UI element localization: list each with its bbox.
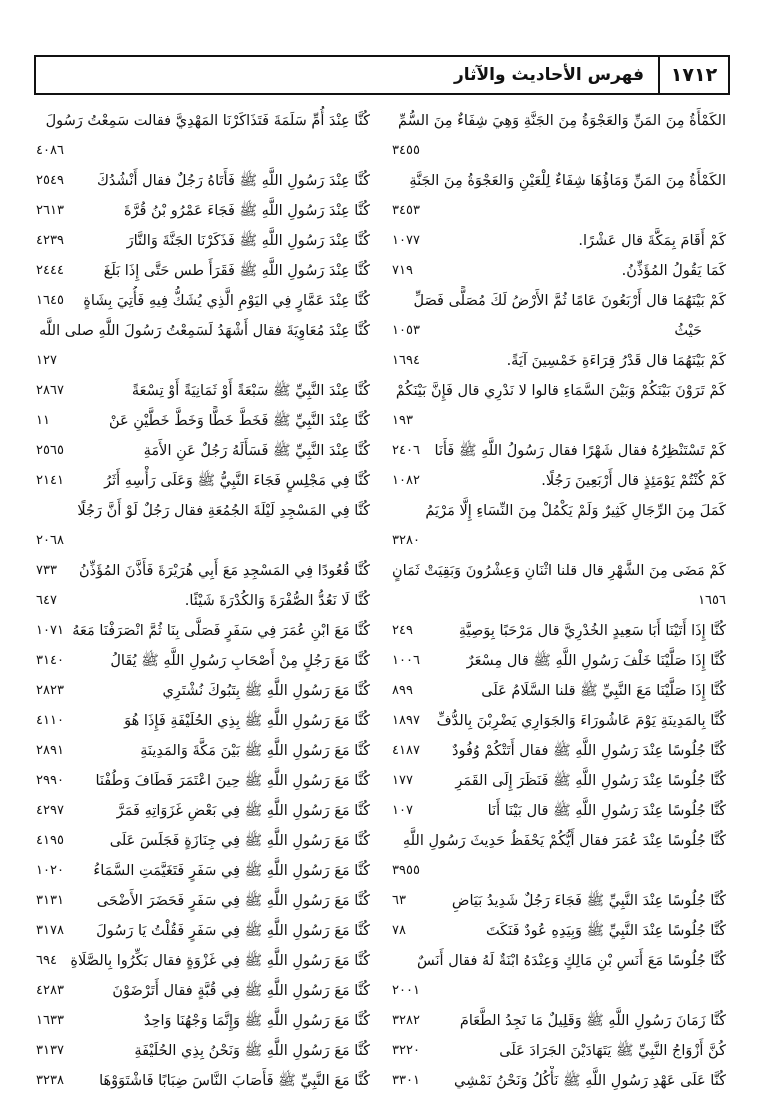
hadith-number: ٧١٩ — [392, 263, 413, 278]
hadith-text: كُنَّا مَعَ رَسُولِ اللَّهِ ﷺ بِذِي الحُلَيْفَةِ فَإِذَا هُوَ — [124, 713, 370, 729]
hadith-text: كَمْ أَقَامَ بِمَكَّةَ قال عَشْرًا. — [578, 233, 726, 249]
hadith-text: كُنَّا جُلُوسًا عِنْدَ رَسُولِ اللَّهِ ﷺ فَنَظَرَ إِلَى القَمَرِ — [455, 773, 726, 789]
hadith-number: ٢٠٦٨ — [36, 533, 64, 548]
hadith-text: كُنَّا عِنْدَ رَسُولِ اللَّهِ ﷺ فَأَتَاهُ رَجُلٌ فقال أَنْشُدُكَ — [96, 173, 370, 189]
hadith-text: كَمَا يَقُولُ المُؤَذِّنُ. — [621, 263, 726, 279]
index-entry — [392, 1036, 726, 1066]
hadith-text: كُنَّا إِذَا صَلَّيْنَا خَلْفَ رَسُولِ اللَّهِ ﷺ قال مِسْعَرٌ — [466, 653, 726, 669]
hadith-number: ٢١٤١ — [36, 473, 64, 488]
hadith-number: ٣١٧٨ — [36, 923, 64, 938]
hadith-text: كُنَّا مَعَ رَسُولِ اللَّهِ ﷺ فِي سَفَرٍ فَقُلْتُ يَا رَسُولَ — [96, 923, 370, 939]
hadith-text: كُنَّا مَعَ رَسُولِ اللَّهِ ﷺ فِي غَزْوَةٍ فقال بَكِّرُوا بِالصَّلَاةِ — [70, 953, 370, 969]
hadith-text: كُنَّا مَعَ رَسُولِ اللَّهِ ﷺ وَنَحْنُ بِذِي الحُلَيْفَةِ — [134, 1043, 370, 1059]
hadith-text: كُنَّا عِنْدَ النَّبِيِّ ﷺ سَبْعَةً أَوْ ثَمَانِيَةً أَوْ تِسْعَةً — [131, 383, 370, 399]
hadith-text: كُنَّا عِنْدَ عَمَّارٍ فِي اليَوْمِ الَّذِي يُشَكُّ فِيهِ فَأُتِيَ بِشَاةٍ — [83, 293, 370, 309]
hadith-number: ٢٠٠١ — [392, 983, 420, 998]
hadith-number: ١٠٧١ — [36, 623, 64, 638]
hadith-text: كُنَّا عِنْدَ رَسُولِ اللَّهِ ﷺ فَقَرَأَ طس حَتَّى إِذَا بَلَغَ — [103, 263, 370, 279]
page-title: فهرس الأحاديث والآثار — [453, 65, 644, 85]
hadith-number: ٣٤٥٥ — [392, 143, 420, 158]
hadith-number: ١٠٠٦ — [392, 653, 420, 668]
index-entry — [392, 886, 726, 916]
hadith-text: كُنَّا عِنْدَ النَّبِيِّ ﷺ فَخَطَّ خَطًّا وَخَطَّ خَطَّيْنِ عَنْ — [108, 413, 370, 429]
hadith-text: كُنَّا قُعُودًا فِي المَسْجِدِ مَعَ أَبِي هُرَيْرَةَ فَأَذَّنَ المُؤَذِّنُ — [78, 563, 370, 579]
index-entry — [392, 1066, 726, 1096]
hadith-number: ١٩٣ — [392, 413, 413, 428]
hadith-number: ٢٩٩٠ — [36, 773, 64, 788]
index-entry — [392, 466, 726, 496]
hadith-text: كُنَّا جُلُوسًا عِنْدَ النَّبِيِّ ﷺ فَجَاءَ رَجُلٌ شَدِيدُ بَيَاضِ — [451, 893, 726, 909]
hadith-text: كَمْ تَسْتَنْظِرُهُ فقال شَهْرًا فقال رَسُولُ اللَّهِ ﷺ فَأَنَا — [434, 443, 726, 459]
hadith-text: الكَمْأَةُ مِنَ المَنِّ وَمَاؤُهَا شِفَاءٌ لِلْعَيْنِ وَالعَجْوَةُ مِنَ الجَنَّةِ — [409, 173, 726, 189]
hadith-number: ١٠٧٧ — [392, 233, 420, 248]
hadith-number: ٤٢٩٧ — [36, 803, 64, 818]
hadith-text: كُنَّا إِذَا صَلَّيْنَا مَعَ النَّبِيِّ ﷺ قلنا السَّلَامُ عَلَى — [481, 683, 726, 699]
hadith-text: كُنَّا لَا نَعُدُّ الصُّفْرَةَ وَالكُدْرَةَ شَيْئًا. — [184, 593, 370, 609]
index-entry — [36, 946, 370, 976]
hadith-number: ٤١٨٧ — [392, 743, 420, 758]
index-entry — [36, 826, 370, 856]
index-entry — [36, 616, 370, 646]
hadith-number: ٤٢٣٩ — [36, 233, 64, 248]
hadith-text: كُنَّا مَعَ رَسُولِ اللَّهِ ﷺ فِي قُبَّةٍ فقال أَتَرْضَوْنَ — [112, 983, 370, 999]
hadith-number: ١٨٩٧ — [392, 713, 420, 728]
index-entry — [36, 886, 370, 916]
index-entry — [392, 376, 726, 436]
hadith-number: ٢٨٩١ — [36, 743, 64, 758]
hadith-text: كُنَّا مَعَ رَسُولِ اللَّهِ ﷺ فِي جِنَازَةٍ فَجَلَسَ عَلَى — [109, 833, 370, 849]
hadith-number: ٣٤٥٣ — [392, 203, 420, 218]
hadith-text: كَمَلَ مِنَ الرِّجَالِ كَثِيرٌ وَلَمْ يَكْمُلْ مِنَ النِّسَاءِ إِلَّا مَرْيَمُ — [425, 503, 726, 519]
hadith-text: كُنَّا بِالمَدِينَةِ يَوْمَ عَاشُورَاءَ وَالجَوَارِي يَضْرِبْنَ بِالدُّفِّ — [436, 713, 726, 729]
hadith-number: ٢٥٤٩ — [36, 173, 64, 188]
hadith-text: كُنَّا مَعَ النَّبِيِّ ﷺ فَأَصَابَ النَّاسَ ضِبَابًا فَاشْتَوَوْهَا — [99, 1073, 370, 1089]
hadith-text: كُنَّا عِنْدَ مُعَاوِيَةَ فقال أَشْهَدُ لَسَمِعْتُ رَسُولَ اللَّهِ صلى اللَّه — [39, 323, 370, 339]
index-entry — [392, 826, 726, 886]
hadith-number: ١٠٥٣ — [392, 323, 420, 338]
index-entry — [36, 496, 370, 556]
hadith-text: كُنَّا جُلُوسًا عِنْدَ عُمَرَ فقال أَيُّكُمْ يَحْفَظُ حَدِيثَ رَسُولِ اللَّهِ — [402, 833, 726, 849]
hadith-number: ٣١٤٠ — [36, 653, 64, 668]
index-entry — [392, 646, 726, 676]
hadith-number: ٦٩٤ — [36, 953, 57, 968]
index-entry — [392, 496, 726, 556]
index-entry — [36, 466, 370, 496]
index-entry — [36, 166, 370, 196]
index-entry — [36, 976, 370, 1006]
hadith-number: ٣٢٣٨ — [36, 1073, 64, 1088]
hadith-number: ١١ — [36, 413, 50, 428]
hadith-text: كَمْ تَرَوْنَ بَيْنَكُمْ وَبَيْنَ السَّمَاءِ قالوا لا نَدْرِي قال فَإِنَّ بَيْنَكُمْ — [395, 383, 726, 399]
hadith-number: ٣١٣٧ — [36, 1043, 64, 1058]
hadith-number: ٤١١٠ — [36, 713, 64, 728]
index-entry — [36, 286, 370, 316]
hadith-text: كُنَّا عَلَى عَهْدِ رَسُولِ اللَّهِ ﷺ نَأْكُلُ وَنَحْنُ نَمْشِي — [454, 1073, 726, 1089]
hadith-text: كُنَّا عِنْدَ أُمِّ سَلَمَةَ فَتَذَاكَرْنَا المَهْدِيَّ فقالت سَمِعْتُ رَسُولَ — [45, 113, 370, 129]
hadith-number: ٢٤٠٦ — [392, 443, 420, 458]
hadith-number: ٣٢٢٠ — [392, 1043, 420, 1058]
index-entry — [392, 346, 726, 376]
index-entry — [36, 856, 370, 886]
index-entry — [36, 556, 370, 586]
index-entry — [392, 166, 726, 226]
index-entry — [392, 916, 726, 946]
index-entry — [36, 736, 370, 766]
index-entry — [392, 946, 726, 1006]
hadith-text: كُنَّا فِي المَسْجِدِ لَيْلَةَ الجُمُعَةِ فقال رَجُلٌ لَوْ أَنَّ رَجُلًا — [77, 503, 370, 519]
hadith-number: ٣٩٥٥ — [392, 863, 420, 878]
index-entry — [36, 406, 370, 436]
hadith-text: كَمْ بَيْنَهُمَا قال أَرْبَعُونَ عَامًا ثُمَّ الأَرْضُ لَكَ مُصَلًّى فَصَلِّ — [413, 293, 726, 309]
hadith-text: كُنَّ أَزْوَاجُ النَّبِيِّ ﷺ يَتَهَادَيْنَ الجَرَادَ عَلَى — [499, 1043, 726, 1059]
hadith-text: كُنَّا مَعَ رَجُلٍ مِنْ أَصْحَابِ رَسُولِ اللَّهِ ﷺ يُقَالُ — [110, 653, 370, 669]
hadith-number: ١٠٢٠ — [36, 863, 64, 878]
hadith-number: ١٠٨٢ — [392, 473, 420, 488]
hadith-number: ٧٨ — [392, 923, 406, 938]
index-entry — [36, 1066, 370, 1096]
index-entry — [36, 766, 370, 796]
index-entry — [36, 706, 370, 736]
page-header — [34, 55, 730, 95]
left-column — [36, 106, 370, 1096]
hadith-text: كُنَّا عِنْدَ النَّبِيِّ ﷺ فَسَأَلَهُ رَجُلٌ عَنِ الأَمَةِ — [143, 443, 370, 459]
hadith-number: ٤٢٨٣ — [36, 983, 64, 998]
index-entry — [36, 1036, 370, 1066]
index-entry — [392, 766, 726, 796]
hadith-text: كُنَّا جُلُوسًا عِنْدَ رَسُولِ اللَّهِ ﷺ فقال أَتَتْكُمْ وُفُودٌ — [452, 743, 726, 759]
index-entry — [36, 106, 370, 166]
index-entry — [36, 916, 370, 946]
index-entry — [392, 1006, 726, 1036]
hadith-number: ٢٨٢٣ — [36, 683, 64, 698]
hadith-text: كُنَّا جُلُوسًا عِنْدَ رَسُولِ اللَّهِ ﷺ قال بَيْنَا أَنَا — [487, 803, 726, 819]
index-entry — [36, 256, 370, 286]
hadith-text: كَمْ كُنْتُمْ يَوْمَئِذٍ قال أَرْبَعِينَ رَجُلًا. — [541, 473, 726, 489]
index-entry — [36, 226, 370, 256]
hadith-text: كُنَّا مَعَ ابْنِ عُمَرَ فِي سَفَرٍ فَصَلَّى بِنَا ثُمَّ انْصَرَفْنَا مَعَهُ — [72, 623, 370, 639]
hadith-number: ٤٠٨٦ — [36, 143, 64, 158]
hadith-number: ٣١٣١ — [36, 893, 64, 908]
index-entry — [36, 316, 370, 376]
hadith-text: كُنَّا مَعَ رَسُولِ اللَّهِ ﷺ بِتَبُوكَ نُشْتَرِي — [162, 683, 370, 699]
hadith-number: ٢٤٤٤ — [36, 263, 64, 278]
index-entry — [36, 1006, 370, 1036]
hadith-text: الكَمْأَةُ مِنَ المَنِّ وَالعَجْوَةُ مِنَ الجَنَّةِ وَهِيَ شِفَاءٌ مِنَ السُّمِّ — [398, 113, 726, 129]
hadith-number: ١٢٧ — [36, 353, 57, 368]
hadith-text: كُنَّا عِنْدَ رَسُولِ اللَّهِ ﷺ فَجَاءَ عَمْرُو بْنُ قُرَّةَ — [123, 203, 370, 219]
hadith-text: كَمْ مَضَى مِنَ الشَّهْرِ قال قلنا اثْنَانِ وَعِشْرُونَ وَبَقِيَتْ ثَمَانٍ — [392, 563, 726, 579]
index-entry — [392, 556, 726, 616]
index-entry — [392, 706, 726, 736]
index-entry — [392, 106, 726, 166]
index-entry — [36, 586, 370, 616]
hadith-text: كُنَّا مَعَ رَسُولِ اللَّهِ ﷺ فِي سَفَرٍ فَحَضَرَ الأَضْحَى — [96, 893, 370, 909]
hadith-number: ١٦٩٤ — [392, 353, 420, 368]
hadith-text: كُنَّا مَعَ رَسُولِ اللَّهِ ﷺ حِينَ اعْتَمَرَ فَطَافَ وَطُفْنَا — [95, 773, 370, 789]
hadith-text: كَمْ بَيْنَهُمَا قال قَدْرُ قِرَاءَةِ خَمْسِينَ آيَةً. — [506, 353, 726, 369]
hadith-number: ١٦٣٣ — [36, 1013, 64, 1028]
hadith-text: كُنَّا جُلُوسًا مَعَ أَنَسِ بْنِ مَالِكٍ وَعِنْدَهُ ابْنَةٌ لَهُ فقال أَنَسٌ — [417, 953, 726, 969]
hadith-number: ١٠٧ — [392, 803, 413, 818]
index-entry — [392, 436, 726, 466]
hadith-text: كُنَّا إِذَا أَتَيْنَا أَبَا سَعِيدٍ الخُدْرِيَّ قال مَرْحَبًا بِوَصِيَّةِ — [458, 623, 726, 639]
index-entry — [36, 376, 370, 406]
index-entry — [392, 796, 726, 826]
index-entry — [36, 196, 370, 226]
index-entry — [392, 616, 726, 646]
hadith-text: كُنَّا جُلُوسًا عِنْدَ النَّبِيِّ ﷺ وَبِيَدِهِ عُودٌ فَنَكَتَ — [486, 923, 726, 939]
index-columns — [36, 106, 726, 1096]
hadith-number: ١٦٥٦ — [698, 593, 726, 608]
hadith-number: ٢٨٦٧ — [36, 383, 64, 398]
index-entry — [36, 796, 370, 826]
hadith-text-continued: حَيْثُ — [674, 323, 702, 339]
hadith-text: كُنَّا مَعَ رَسُولِ اللَّهِ ﷺ فِي بَعْضِ غَزَوَاتِهِ فَمَرَّ — [116, 803, 370, 819]
hadith-text: كُنَّا مَعَ رَسُولِ اللَّهِ ﷺ فِي سَفَرٍ فَتَغَيَّمَتِ السَّمَاءُ — [93, 863, 370, 879]
index-entry — [392, 256, 726, 286]
hadith-text: كُنَّا فِي مَجْلِسٍ فَجَاءَ النَّبِيُّ ﷺ وَعَلَى رَأْسِهِ أَثَرُ — [104, 473, 370, 489]
index-entry — [392, 736, 726, 766]
index-entry — [36, 436, 370, 466]
hadith-number: ١٦٤٥ — [36, 293, 64, 308]
right-column — [392, 106, 726, 1096]
hadith-number: ٣٢٨٠ — [392, 533, 420, 548]
hadith-number: ٣٣٠١ — [392, 1073, 420, 1088]
hadith-text: كُنَّا مَعَ رَسُولِ اللَّهِ ﷺ بَيْنَ مَكَّةَ وَالمَدِينَةِ — [140, 743, 370, 759]
hadith-text: كُنَّا عِنْدَ رَسُولِ اللَّهِ ﷺ فَذَكَرْنَا الجَنَّةَ وَالنَّارَ — [126, 233, 370, 249]
hadith-number: ٣٢٨٢ — [392, 1013, 420, 1028]
page-number: ١٧١٢ — [658, 57, 728, 93]
hadith-number: ١٧٧ — [392, 773, 413, 788]
index-entry — [392, 286, 726, 346]
index-entry — [392, 226, 726, 256]
hadith-number: ٢٤٩ — [392, 623, 413, 638]
index-entry — [36, 646, 370, 676]
index-entry — [392, 676, 726, 706]
hadith-number: ٢٥٦٥ — [36, 443, 64, 458]
index-entry — [36, 676, 370, 706]
hadith-number: ٤١٩٥ — [36, 833, 64, 848]
hadith-number: ٢٦١٣ — [36, 203, 64, 218]
hadith-text: كُنَّا زَمَانَ رَسُولِ اللَّهِ ﷺ وَقَلِيلٌ مَا نَجِدُ الطَّعَامَ — [459, 1013, 726, 1029]
hadith-number: ٦٤٧ — [36, 593, 57, 608]
hadith-number: ٧٣٣ — [36, 563, 57, 578]
hadith-number: ٦٣ — [392, 893, 406, 908]
hadith-number: ٨٩٩ — [392, 683, 413, 698]
hadith-text: كُنَّا مَعَ رَسُولِ اللَّهِ ﷺ وَإِنَّمَا وَجْهُنَا وَاحِدٌ — [143, 1013, 370, 1029]
